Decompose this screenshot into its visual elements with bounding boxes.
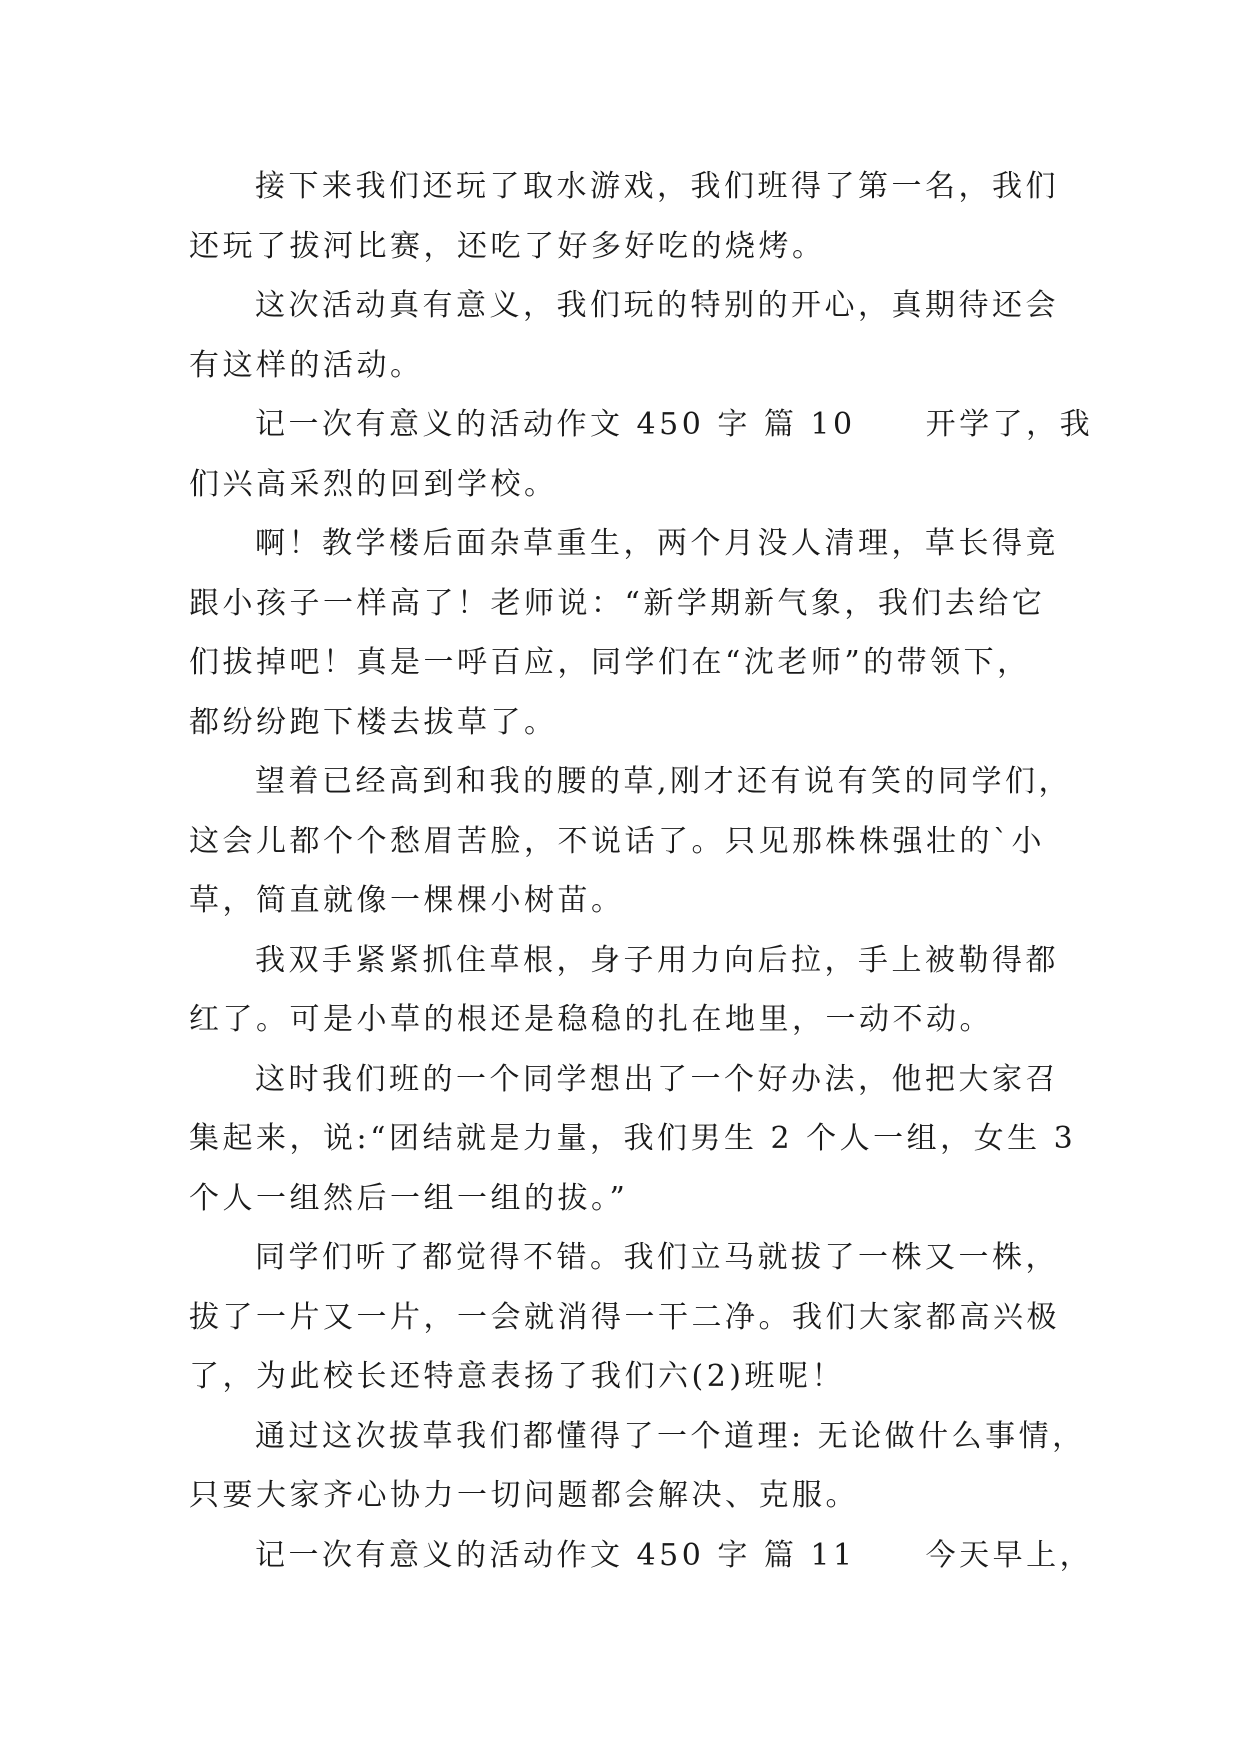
paragraph [189, 157, 1059, 276]
paragraph [189, 1228, 1060, 1407]
text-line: 我双手紧紧抓住草根，身子用力向后拉，手上被勒得都 [255, 942, 1059, 978]
section-heading: 记一次有意义的活动作文 450 字 篇 10 [255, 407, 856, 442]
text-line: 们拔掉吧！真是一呼百应，同学们在“沈老师”的带领下， [189, 645, 1031, 680]
heading-line [189, 1526, 1094, 1586]
text-line: 啊！教学楼后面杂草重生，两个月没人清理，草长得竟 [255, 526, 1059, 561]
section-heading-paragraph [189, 1526, 1094, 1586]
text-line: 个人一组然后一组一组的拔。” [189, 1180, 629, 1216]
paragraph [189, 931, 1059, 1050]
section-heading-paragraph [189, 395, 1094, 514]
text-line: 有这样的活动。 [189, 347, 424, 383]
paragraph [189, 1407, 1086, 1526]
text-line: 们兴高采烈的回到学校。 [189, 466, 558, 502]
essay-body [189, 157, 1094, 1585]
text-line: 了，为此校长还特意表扬了我们六(2)班呢！ [189, 1359, 845, 1394]
text-line: 红了。可是小草的根还是稳稳的扎在地里，一动不动。 [189, 1002, 993, 1037]
text-line: 同学们听了都觉得不错。我们立马就拔了一株又一株， [255, 1240, 1059, 1275]
heading-line [189, 395, 1094, 455]
paragraph [189, 752, 1073, 931]
text-line: 都纷纷跑下楼去拔草了。 [189, 704, 558, 740]
text-line: 跟小孩子一样高了！老师说：“新学期新气象，我们去给它 [189, 585, 1046, 621]
paragraph [189, 514, 1059, 752]
heading-following-text: 今天早上， [925, 1537, 1094, 1573]
text-line: 接下来我们还玩了取水游戏，我们班得了第一名，我们 [255, 169, 1059, 204]
text-line: 这会儿都个个愁眉苦脸，不说话了。只见那株株强壮的`小 [189, 823, 1045, 859]
section-heading: 记一次有意义的活动作文 450 字 篇 11 [255, 1537, 856, 1573]
text-line: 这时我们班的一个同学想出了一个好办法，他把大家召 [255, 1061, 1059, 1097]
text-line: 拔了一片又一片，一会就消得一干二净。我们大家都高兴极 [189, 1299, 1060, 1335]
text-line: 集起来，说:“团结就是力量，我们男生 2 个人一组，女生 3 [189, 1121, 1077, 1156]
heading-following-text: 开学了，我 [925, 407, 1094, 442]
text-line: 通过这次拔草我们都懂得了一个道理: 无论做什么事情， [255, 1418, 1086, 1454]
text-line: 望着已经高到和我的腰的草,刚才还有说有笑的同学们， [255, 764, 1073, 799]
paragraph [189, 1050, 1077, 1229]
text-line: 只要大家齐心协力一切问题都会解决、克服。 [189, 1478, 859, 1513]
paragraph [189, 276, 1059, 395]
text-line: 还玩了拔河比赛，还吃了好多好吃的烧烤。 [189, 228, 826, 264]
text-line: 这次活动真有意义，我们玩的特别的开心，真期待还会 [255, 288, 1059, 323]
text-line: 草，简直就像一棵棵小树苗。 [189, 883, 625, 918]
